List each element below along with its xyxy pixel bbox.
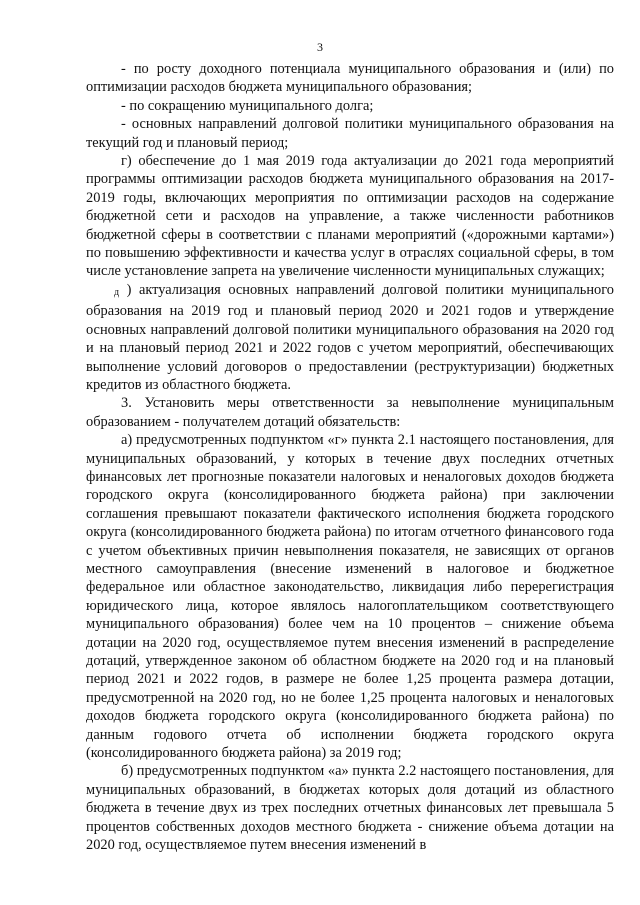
paragraph-item-d — [86, 281, 614, 394]
paragraph-debt-reduction: - по сокращению муниципального долга; — [121, 97, 374, 114]
paragraph-section-3: 3. Установить меры ответственности за невыполнение муниципальным образованием - получателем дотаций обязательств: — [86, 395, 614, 430]
page-number: 3 — [317, 40, 323, 54]
item-d-text: ) актуализация основных направлений долговой политики муниципального образования на 2019 год и плановый период 2020 и 2021 годов и утверждение основных направлений долговой политики муниципального образования на 2020 год и на плановый период 2021 и 2022 годов с учетом мероприятий, обеспечивающих выполнение условий договоров о предоставлении (реструктуризации) бюджетных кредитов из областного бюджета. — [86, 281, 614, 393]
document-body — [86, 60, 614, 854]
paragraph-item-a: а) предусмотренных подпунктом «г» пункта 2.1 настоящего постановления, для муниципальных образований, у которых в течение двух последних отчетных финансовых лет прогнозные показатели налоговых и неналоговых доходов бюджета городского округа (консолидированного бюджета района) при заключении соглашения превышают показатели фактического исполнения бюджета городского округа (консолидированного бюджета района) по итогам отчетного финансового года с учетом объективных причин невыполнения показателя, не зависящих от органов местного самоуправления (внесение изменений в налоговое и бюджетное федеральное или областное законодательство, ликвидация либо перерегистрация юридического лица, которое являлось налогоплательщиком соответствующего муниципального образования) более чем на 10 процентов – снижение объема дотации на 2020 год, осуществляемое путем внесения изменений в распределение дотаций, утвержденное законом об областном бюджете на 2020 год и на плановый период 2021 и 2022 годов, в размере не более 1,25 процента размера дотации, предусмотренной на 2020 год, но не более 1,25 процента налоговых и неналоговых доходов бюджета городского округа (консолидированного бюджета района) по данным годового отчета об исполнении бюджета городского округа (консолидированного бюджета района) за 2019 год; — [86, 432, 614, 762]
paragraph-revenue-potential: - по росту доходного потенциала муниципального образования и (или) по оптимизации расходов бюджета муниципального образования; — [86, 61, 614, 96]
item-d-marker: д — [114, 286, 120, 298]
paragraph-item-g: г) обеспечение до 1 мая 2019 года актуализации до 2021 года мероприятий программы оптимизации расходов бюджета муниципального образования на 2017-2019 годы, включающих мероприятия по оптимизации расходов на содержание бюджетной сети и расходов на управление, а также численности работников бюджетной сферы в соответствии с планами мероприятий («дорожными картами») по повышению эффективности и качества услуг в отраслях социальной сферы, в том числе установление запрета на увеличение численности муниципальных служащих; — [86, 153, 614, 280]
paragraph-item-b: б) предусмотренных подпунктом «а» пункта 2.2 настоящего постановления, для муниципальных образований, в бюджетах которых доля дотаций из областного бюджета в течение двух из трех последних отчетных финансовых лет превышала 5 процентов собственных доходов местного бюджета - снижение объема дотации на 2020 год, осуществляемое путем внесения изменений в — [86, 763, 614, 854]
paragraph-debt-policy: - основных направлений долговой политики муниципального образования на текущий год и плановый период; — [86, 116, 614, 151]
